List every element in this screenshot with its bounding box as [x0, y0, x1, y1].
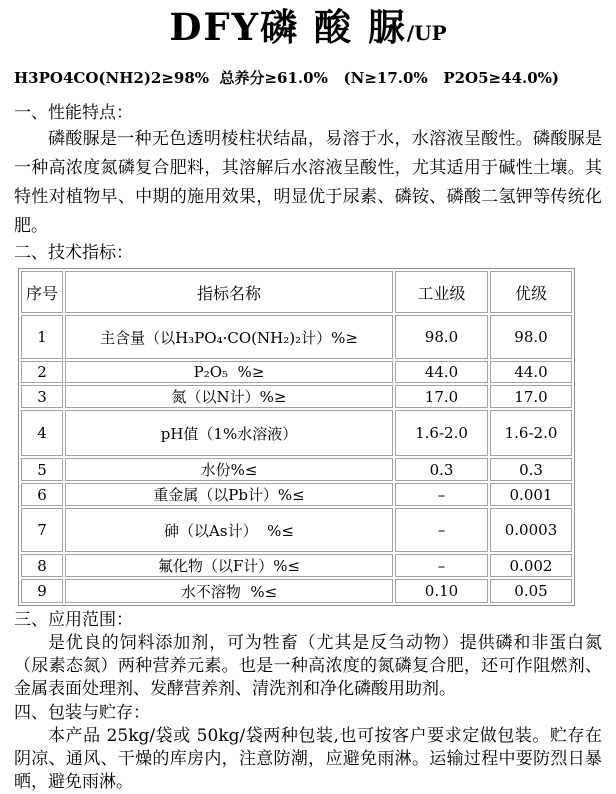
spec-cell-no: 8	[21, 554, 63, 577]
formula-line: H3PO4CO(NH2)2≥98% 总养分≥61.0% (N≥17.0% P2O5≥44.0%)	[14, 69, 560, 87]
page-title-text: DFY磷 酸 脲	[169, 5, 407, 49]
spec-table-header-row	[21, 271, 572, 313]
spec-row-5	[21, 458, 572, 481]
spec-cell-premium: 98.0	[490, 315, 572, 359]
section-body-application: 是优良的饲料添加剂，可为牲畜（尤其是反刍动物）提供磷和非蛋白氮（尿素态氮）两种营养元素。也是一种高浓度的氮磷复合肥，还可作阻燃剂、金属表面处理剂、发酵营养剂、清洗剂和净化磷酸用助剂。	[14, 633, 602, 699]
spec-cell-no: 9	[21, 579, 63, 603]
spec-row-7	[21, 508, 572, 552]
spec-cell-industrial: 0.10	[395, 579, 488, 603]
spec-cell-no: 3	[21, 385, 63, 408]
spec-cell-name: P₂O₅ %≥	[65, 361, 393, 383]
header-no: 序号	[21, 271, 63, 313]
spec-cell-industrial: –	[395, 508, 488, 552]
spec-table	[18, 268, 575, 606]
spec-cell-name: 氟化物（以F计）%≤	[65, 554, 393, 577]
spec-cell-no: 6	[21, 483, 63, 506]
header-premium: 优级	[490, 271, 572, 313]
header-industrial: 工业级	[395, 271, 488, 313]
spec-cell-name: 重金属（以Pb计）%≤	[65, 483, 393, 506]
spec-cell-industrial: 1.6-2.0	[395, 410, 488, 456]
spec-cell-premium: 0.3	[490, 458, 572, 481]
section-body-packaging: 本产品 25kg/袋或 50kg/袋两种包装,也可按客户要求定做包装。贮存在阴凉、通风、干燥的库房内，注意防潮，应避免雨淋。运输过程中要防烈日暴晒，避免雨淋。	[14, 726, 602, 792]
spec-cell-no: 7	[21, 508, 63, 552]
spec-row-4	[21, 410, 572, 456]
section-heading-application: 三、应用范围：	[14, 610, 133, 630]
spec-row-8	[21, 554, 572, 577]
spec-cell-premium: 44.0	[490, 361, 572, 383]
spec-cell-no: 1	[21, 315, 63, 359]
spec-cell-industrial: –	[395, 554, 488, 577]
spec-cell-name: 水不溶物 %≤	[65, 579, 393, 603]
header-name: 指标名称	[65, 271, 393, 313]
spec-cell-premium: 0.05	[490, 579, 572, 603]
page-title-suffix: /UP	[406, 21, 447, 45]
spec-cell-industrial: 98.0	[395, 315, 488, 359]
spec-row-2	[21, 361, 572, 383]
spec-cell-industrial: 17.0	[395, 385, 488, 408]
spec-row-9	[21, 579, 572, 603]
spec-cell-no: 4	[21, 410, 63, 456]
spec-cell-name: 砷（以As计） %≤	[65, 508, 393, 552]
page-title	[14, 4, 602, 56]
spec-row-3	[21, 385, 572, 408]
spec-cell-no: 5	[21, 458, 63, 481]
spec-cell-premium: 0.002	[490, 554, 572, 577]
spec-cell-industrial: 44.0	[395, 361, 488, 383]
section-heading-specs: 二、技术指标：	[14, 243, 133, 263]
spec-cell-premium: 17.0	[490, 385, 572, 408]
spec-row-6	[21, 483, 572, 506]
spec-cell-name: 氮（以N计）%≥	[65, 385, 393, 408]
spec-cell-name: 主含量（以H₃PO₄·CO(NH₂)₂计）%≥	[65, 315, 393, 359]
section-heading-performance: 一、性能特点：	[14, 103, 133, 123]
spec-cell-premium: 1.6-2.0	[490, 410, 572, 456]
spec-row-1	[21, 315, 572, 359]
spec-cell-name: pH值（1%水溶液）	[65, 410, 393, 456]
spec-cell-no: 2	[21, 361, 63, 383]
section-body-performance: 磷酸脲是一种无色透明棱柱状结晶，易溶于水，水溶液呈酸性。磷酸脲是一种高浓度氮磷复合肥料，其溶解后水溶液呈酸性，尤其适用于碱性土壤。其特性对植物早、中期的施用效果，明显优于尿素、磷铵、磷酸二氢钾等传统化肥。	[14, 129, 602, 236]
section-heading-packaging: 四、包装与贮存：	[14, 703, 150, 723]
spec-cell-premium: 0.0003	[490, 508, 572, 552]
spec-cell-premium: 0.001	[490, 483, 572, 506]
spec-cell-industrial: 0.3	[395, 458, 488, 481]
spec-cell-industrial: –	[395, 483, 488, 506]
spec-cell-name: 水份%≤	[65, 458, 393, 481]
